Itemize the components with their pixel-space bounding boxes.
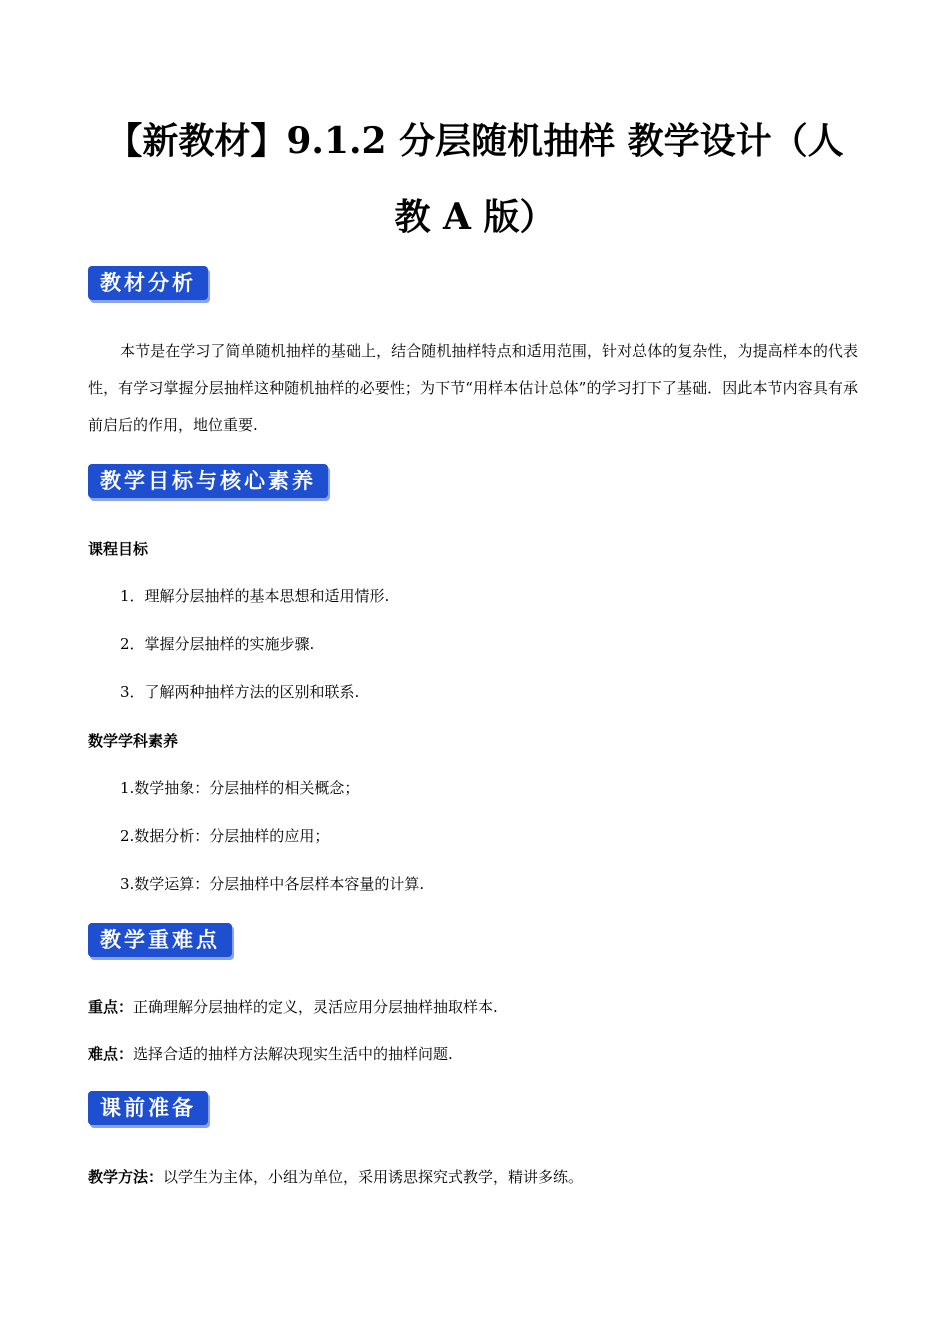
analysis-paragraph-text: 本节是在学习了简单随机抽样的基础上，结合随机抽样特点和适用范围，针对总体的复杂性，为提高样本的代表性，有学习掌握分层抽样这种随机抽样的必要性；为下节“用样本估计总体”的学习打下了基础．因此本节内容具有承前启后的作用，地位重要.	[88, 342, 858, 434]
key-point-label: 重点：	[88, 998, 134, 1016]
teaching-method-text: 以学生为主体，小组为单位，采用诱思探究式教学，精讲多练。	[163, 1168, 584, 1186]
key-point-line	[88, 996, 498, 1018]
literacy-item: 1.数学抽象：分层抽样的相关概念；	[120, 779, 360, 797]
course-goals-heading: 课程目标	[88, 540, 149, 558]
difficult-point-label: 难点：	[88, 1045, 134, 1063]
course-goal-item: 2．掌握分层抽样的实施步骤.	[120, 635, 315, 653]
difficult-point-line	[88, 1043, 453, 1065]
literacy-item: 3.数学运算：分层抽样中各层样本容量的计算.	[120, 875, 425, 893]
section-badge-key-points: 教学重难点	[88, 923, 232, 957]
literacy-heading: 数学学科素养	[88, 732, 179, 750]
section-badge-preparation: 课前准备	[88, 1091, 208, 1125]
document-title-line1: 【新教材】9.1.2 分层随机抽样 教学设计（人	[106, 120, 844, 162]
section-badge-analysis: 教材分析	[88, 266, 208, 300]
analysis-paragraph	[88, 333, 858, 444]
document-title-line2: 教 A 版）	[394, 196, 556, 238]
teaching-method-label: 教学方法：	[88, 1168, 164, 1186]
section-badge-objectives: 教学目标与核心素养	[88, 464, 328, 498]
difficult-point-text: 选择合适的抽样方法解决现实生活中的抽样问题.	[133, 1045, 453, 1063]
teaching-method-line	[88, 1166, 583, 1188]
course-goal-item: 3．了解两种抽样方法的区别和联系.	[120, 683, 360, 701]
literacy-item: 2.数据分析：分层抽样的应用；	[120, 827, 330, 845]
key-point-text: 正确理解分层抽样的定义，灵活应用分层抽样抽取样本.	[133, 998, 498, 1016]
course-goal-item: 1．理解分层抽样的基本思想和适用情形.	[120, 587, 390, 605]
